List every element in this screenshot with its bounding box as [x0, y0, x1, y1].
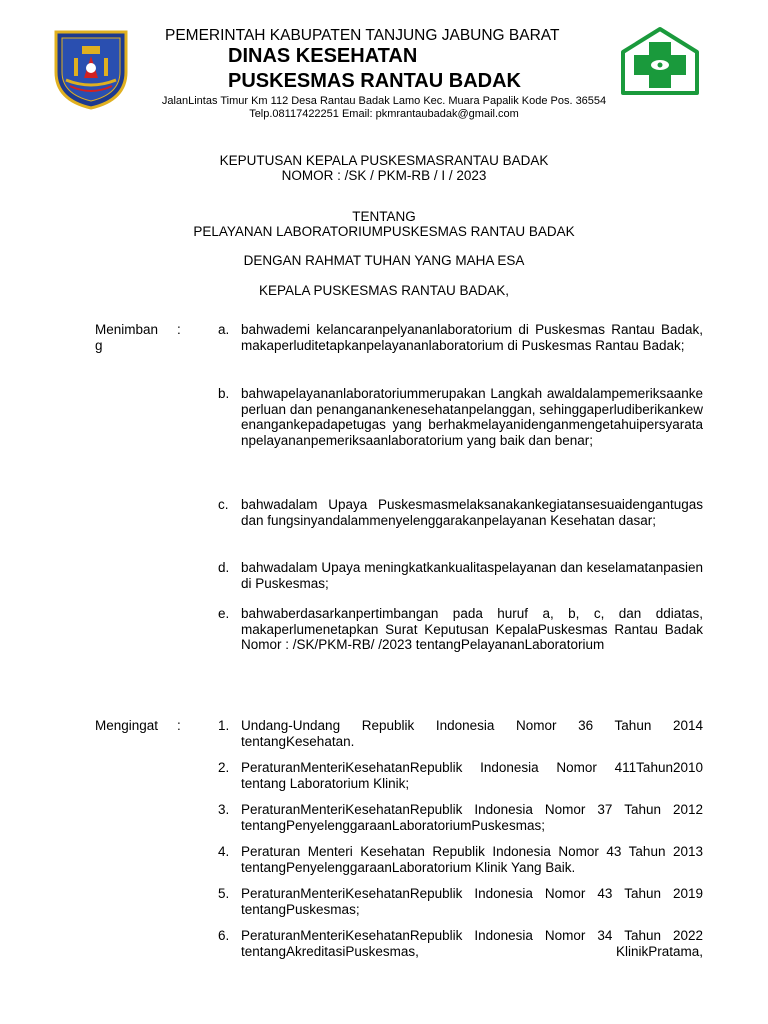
list-marker: 4.: [218, 844, 230, 859]
about-label: TENTANG: [352, 209, 416, 224]
head-line: KEPALA PUSKESMAS RANTAU BADAK,: [258, 283, 510, 298]
health-cross-icon: [620, 26, 700, 96]
list-item: bahwadalam Upaya Puskesmasmelaksanakankegiatansesuaidengantugas dan fungsinyandalammenyelenggarakanpelayanan Kesehatan dasar;: [241, 497, 703, 528]
address-line: JalanLintas Timur Km 112 Desa Rantau Badak Lamo Kec. Muara Papalik Kode Pos. 36554: [161, 95, 607, 107]
clinic-name: PUSKESMAS RANTAU BADAK: [228, 70, 521, 92]
decree-title: KEPUTUSAN KEPALA PUSKESMASRANTAU BADAK: [219, 153, 549, 168]
list-item: Peraturan Menteri Kesehatan Republik Indonesia Nomor 43 Tahun 2013 tentangPenyelenggaraanLaboratorium Klinik Yang Baik.: [241, 844, 703, 875]
menimbang-colon: :: [177, 322, 181, 337]
department-name: DINAS KESEHATAN: [228, 45, 418, 67]
menimbang-label: Menimban g: [95, 322, 159, 353]
list-item: PeraturanMenteriKesehatanRepublik Indonesia Nomor 37 Tahun 2012 tentangPenyelenggaraanLaboratoriumPuskesmas;: [241, 802, 703, 833]
list-item: Undang-Undang Republik Indonesia Nomor 36 Tahun 2014 tentangKesehatan.: [241, 718, 703, 749]
list-item: PeraturanMenteriKesehatanRepublik Indonesia Nomor 411Tahun2010 tentang Laboratorium Klinik;: [241, 760, 703, 791]
decree-number: NOMOR : /SK / PKM-RB / I / 2023: [281, 168, 487, 183]
decree-subject: PELAYANAN LABORATORIUMPUSKESMAS RANTAU BADAK: [193, 224, 575, 239]
list-item: bahwadalam Upaya meningkatkankualitaspelayanan dan keselamatanpasien di Puskesmas;: [241, 560, 703, 591]
list-item: bahwapelayananlaboratoriummerupakan Langkah awaldalampemeriksaankeperluan dan penanganankenesehatanpelanggan, sehinggaperludiberikankewenangankepadapetugas yang berhakmelayanidenganmengetahuipersyaratanpelayananpemeriksaanlaboratorium yang baik dan benar;: [241, 386, 703, 448]
list-marker: a.: [218, 322, 230, 337]
grace-line: DENGAN RAHMAT TUHAN YANG MAHA ESA: [243, 253, 525, 268]
contact-line: Telp.08117422251 Email: pkmrantaubadak@gmail.com: [249, 108, 519, 120]
list-marker: 2.: [218, 760, 230, 775]
list-marker: 6.: [218, 928, 230, 943]
list-item: PeraturanMenteriKesehatanRepublik Indonesia Nomor 34 Tahun 2022 tentangAkreditasiPuskesmas, KlinikPratama,: [241, 928, 703, 959]
mengingat-label: Mengingat: [95, 718, 159, 733]
list-item: bahwademi kelancaranpelyananlaboratorium di Puskesmas Rantau Badak, makaperluditetapkanpelayananlaboratorium di Puskesmas Rantau Badak;: [241, 322, 703, 353]
mengingat-colon: :: [177, 718, 181, 733]
list-marker: 3.: [218, 802, 230, 817]
list-item: PeraturanMenteriKesehatanRepublik Indonesia Nomor 43 Tahun 2019 tentangPuskesmas;: [241, 886, 703, 917]
list-marker: 1.: [218, 718, 230, 733]
list-marker: 5.: [218, 886, 230, 901]
list-marker: e.: [218, 606, 230, 621]
list-marker: b.: [218, 386, 230, 401]
list-marker: c.: [218, 497, 229, 512]
list-item: bahwaberdasarkanpertimbangan pada huruf a, b, c, dan ddiatas, makaperlumenetapkan Surat Keputusan KepalaPuskesmas Rantau Badak Nomor : /SK/PKM-RB/ /2023 tentangPelayananLaboratorium: [241, 606, 703, 653]
government-name: PEMERINTAH KABUPATEN TANJUNG JABUNG BARAT: [165, 27, 560, 44]
list-marker: d.: [218, 560, 230, 575]
